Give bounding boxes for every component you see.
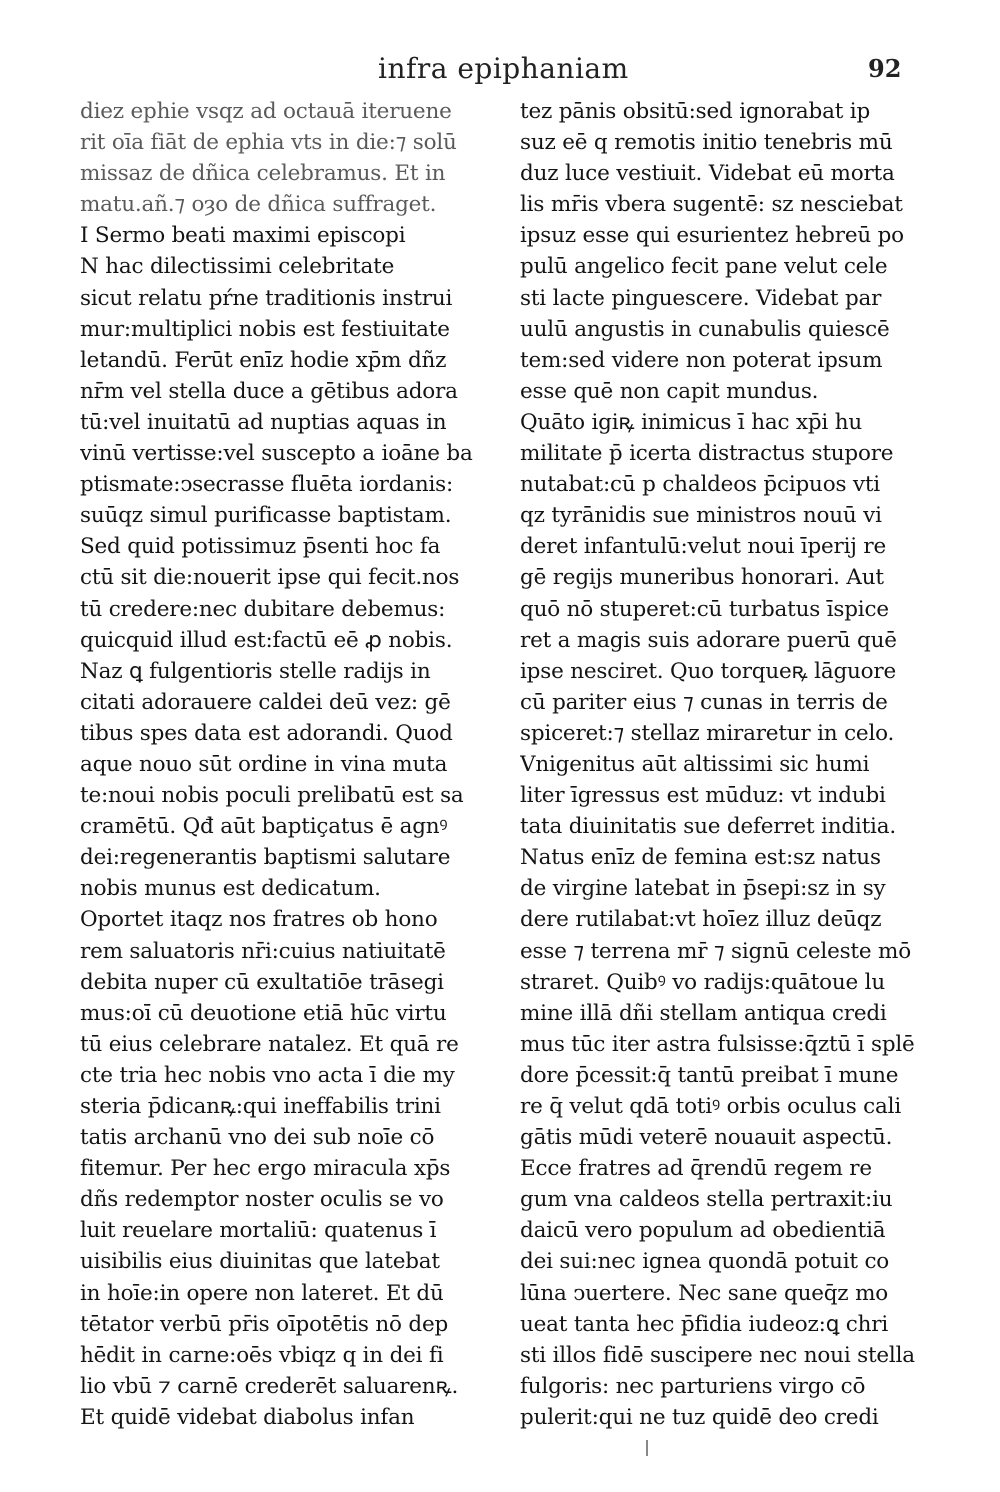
text-line: nutabat:cū p chaldeos p̄cipuos vti <box>520 472 880 498</box>
text-line: uisibilis eius diuinitas que latebat <box>80 1249 440 1275</box>
text-line: aque nouo sūt ordine in vina muta <box>80 751 448 777</box>
text-line: rit oīa fiāt de ephia vts in die:⁊ solū <box>80 130 457 156</box>
text-line: citati adorauere caldei deū vez: gē <box>80 689 451 715</box>
text-line: rem saluatoris nr̄i:cuius natiuitatē <box>80 938 446 964</box>
text-line: daicū vero populum ad obedientiā <box>520 1218 886 1244</box>
text-line: letandū. Ferūt enīz hodie xp̄m dñz <box>80 347 447 373</box>
text-line: diez ephie vsqz ad octauā iteruene <box>80 99 452 124</box>
left-text-column <box>80 96 478 1430</box>
text-line: Naz ꝗ fulgentioris stelle radijs in <box>80 658 431 684</box>
text-line: sti lacte pinguescere. Videbat par <box>520 285 882 311</box>
text-line: matu.añ.⁊ oȝo de dñica suffraget. <box>80 192 437 218</box>
text-line: ipsuz esse qui esurientez hebreū po <box>520 223 904 249</box>
text-line: suz eē q remotis initio tenebris mū <box>520 130 893 156</box>
text-line: ret a magis suis adorare puerū quē <box>520 627 897 653</box>
text-line: N hac dilectissimi celebritate <box>80 254 395 280</box>
text-line: luit reuelare mortaliū: quatenus ī <box>80 1218 437 1244</box>
text-line: cū pariter eius ⁊ cunas in terris de <box>520 689 888 715</box>
text-line: ctū sit die:nouerit ipse qui fecit.nos <box>80 565 460 591</box>
text-line: Ecce fratres ad q̄rendū regem re <box>520 1156 872 1182</box>
text-line: gum vna caldeos stella pertraxit:iu <box>520 1187 893 1213</box>
text-line: ptismate:ↄsecrasse fluēta iordanis: <box>80 472 454 498</box>
text-line: uulū angustis in cunabulis quiescē <box>520 316 890 342</box>
text-line: nobis munus est dedicatum. <box>80 876 381 902</box>
text-line: mus:oī cū deuotione etiā hūc virtu <box>80 1000 447 1026</box>
text-line: tū eius celebrare natalez. Et quā re <box>80 1031 459 1057</box>
text-line: tētator verbū pr̄is oīpotētis nō dep <box>80 1311 449 1337</box>
text-line: nr̄m vel stella duce a gētibus adora <box>80 378 458 404</box>
text-line: spiceret:⁊ stellaz miraretur in celo. <box>520 720 895 746</box>
text-line: fulgoris: nec parturiens virgo cō <box>520 1373 866 1399</box>
text-line: mus tūc iter astra fulsisse:q̄ztū ī splē <box>520 1031 915 1057</box>
text-line: ueat tanta hec p̄fidia iudeoz:ꝗ chri <box>520 1311 889 1337</box>
text-line: te:noui nobis poculi prelibatū est sa <box>80 783 464 809</box>
text-line: tem:sed videre non poterat ipsum <box>520 347 883 373</box>
text-line: lis mr̄is vbera sugentē: sz nesciebat <box>520 192 903 218</box>
text-line: Oportet itaqz nos fratres ob hono <box>80 907 438 933</box>
text-line: liter īgressus est mūduz: vt indubi <box>520 783 886 809</box>
text-line: sti illos fidē suscipere nec noui stella <box>520 1342 915 1368</box>
text-line: debita nuper cū exultatiōe trāsegi <box>80 969 444 995</box>
text-line: sicut relatu pŕne traditionis instrui <box>80 285 453 311</box>
text-line: cramētū. Qđ aūt baptiçatus ē agnꝰ <box>80 814 448 840</box>
text-line: dei sui:nec ignea quondā potuit co <box>520 1249 890 1275</box>
text-line: straret. Quibꝰ vo radijs:quātoue lu <box>520 969 885 995</box>
text-line: qz tyrānidis sue ministros nouū vi <box>520 503 882 529</box>
text-line: gātis mūdi veterē nouauit aspectū. <box>520 1125 893 1151</box>
text-line: vinū vertisse:vel suscepto a ioāne ba <box>80 441 473 467</box>
page-header <box>0 52 1000 96</box>
text-line: Sed quid potissimuz p̄senti hoc fa <box>80 534 441 560</box>
text-line: mur:multiplici nobis est festiuitate <box>80 316 450 342</box>
text-line: dñs redemptor noster oculis se vo <box>80 1187 444 1213</box>
text-line: esse quē non capit mundus. <box>520 378 819 404</box>
text-line: esse ⁊ terrena mr̄ ⁊ signū celeste mō <box>520 938 911 964</box>
text-line: Et quidē videbat diabolus infan <box>80 1404 415 1430</box>
running-title: infra epiphaniam <box>378 52 629 85</box>
text-line: ipse nesciret. Quo torqueꝶ lāguore <box>520 658 897 684</box>
text-line: duz luce vestiuit. Videbat eū morta <box>520 161 895 187</box>
text-line: Vnigenitus aūt altissimi sic humi <box>520 751 870 777</box>
text-line: gē regijs muneribus honorari. Aut <box>520 565 884 591</box>
right-text-column <box>520 96 918 1430</box>
folio-number: 92 <box>868 54 902 83</box>
text-line: cte tria hec nobis vno acta ī die my <box>80 1062 455 1088</box>
text-line: Natus enīz de femina est:sz natus <box>520 845 881 871</box>
text-line: re q̄ velut qdā totiꝰ orbis oculus cali <box>520 1094 901 1119</box>
text-line: militate p̄ icerta distractus stupore <box>520 441 894 467</box>
text-line: tez pānis obsitū:sed ignorabat ip <box>520 99 871 124</box>
text-line: tibus spes data est adorandi. Quod <box>80 720 453 746</box>
text-line: I Sermo beati maximi episcopi <box>80 223 406 249</box>
ink-mark <box>646 1440 648 1456</box>
text-line: suūqz simul purificasse baptistam. <box>80 503 452 529</box>
text-line: quō nō stuperet:cū turbatus īspice <box>520 596 889 622</box>
text-line: missaz de dñica celebramus. Et in <box>80 161 446 187</box>
text-line: tū:vel inuitatū ad nuptias aquas in <box>80 409 447 435</box>
text-line: dei:regenerantis baptismi salutare <box>80 845 451 871</box>
text-line: quicquid illud est:factū eē ꝓ nobis. <box>80 627 453 653</box>
text-line: steria p̄dicanꝶ:qui ineffabilis trini <box>80 1094 441 1119</box>
text-line: tū credere:nec dubitare debemus: <box>80 596 446 622</box>
text-line: in hoīe:in opere non lateret. Et dū <box>80 1280 444 1306</box>
text-line: deret infantulū:velut noui īperij re <box>520 534 886 560</box>
text-line: tatis archanū vno dei sub noīe cō <box>80 1125 435 1151</box>
text-line: tata diuinitatis sue deferret inditia. <box>520 814 896 840</box>
text-line: hēdit in carne:oēs vbiqz q in dei fi <box>80 1342 444 1368</box>
text-line: Quāto igiꝶ inimicus ī hac xp̄i hu <box>520 409 863 435</box>
text-line: pulū angelico fecit pane velut cele <box>520 254 888 280</box>
text-line: de virgine latebat in p̄sepi:sz in sy <box>520 876 886 902</box>
text-line: lio vbū ⁊ carnē crederēt saluarenꝶ. <box>80 1373 459 1399</box>
text-line: fitemur. Per hec ergo miracula xp̄s <box>80 1156 451 1182</box>
text-line: lūna ↄuertere. Nec sane queq̄z mo <box>520 1280 889 1306</box>
text-line: dere rutilabat:vt hoīez illuz deūqz <box>520 907 882 933</box>
text-line: mine illā dñi stellam antiqua credi <box>520 1000 887 1026</box>
text-line: pulerit:qui ne tuz quidē deo credi <box>520 1404 879 1430</box>
text-line: dore p̄cessit:q̄ tantū preibat ī mune <box>520 1062 899 1088</box>
